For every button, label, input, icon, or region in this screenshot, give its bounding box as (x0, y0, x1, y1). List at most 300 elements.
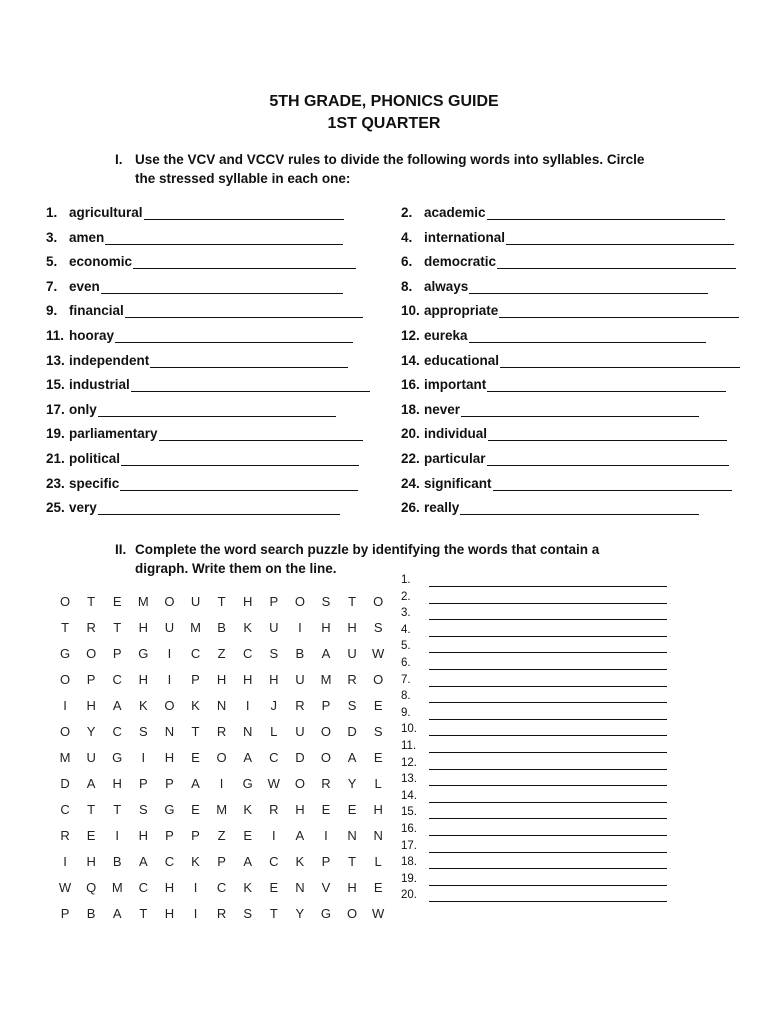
answer-blank-line[interactable] (98, 402, 336, 417)
answer-blank-line[interactable] (429, 794, 667, 803)
grid-letter[interactable]: H (321, 620, 331, 635)
word-item (46, 353, 391, 373)
answer-blank-line[interactable] (150, 353, 348, 368)
word-text: never (424, 401, 461, 417)
grid-letter[interactable]: U (190, 594, 201, 609)
grid-letter[interactable]: S (243, 906, 253, 921)
grid-letter[interactable]: A (138, 854, 148, 869)
grid-letter[interactable]: O (347, 906, 358, 921)
grid-letter[interactable]: V (321, 880, 331, 895)
grid-letter[interactable]: U (164, 620, 175, 635)
grid-letter[interactable]: Y (347, 776, 357, 791)
grid-row (52, 646, 391, 672)
word-text: really (424, 500, 460, 516)
grid-letter[interactable]: I (193, 906, 198, 921)
grid-letter[interactable]: H (164, 906, 175, 921)
grid-letter[interactable]: O (59, 672, 71, 687)
grid-row (52, 776, 391, 802)
grid-letter[interactable]: A (243, 750, 253, 765)
grid-letter[interactable]: K (138, 698, 148, 713)
grid-letter[interactable]: H (243, 594, 253, 609)
answer-blank-line[interactable] (101, 279, 343, 294)
word-text: important (424, 377, 487, 393)
answer-blank-line[interactable] (429, 827, 667, 836)
grid-letter[interactable]: E (373, 698, 383, 713)
grid-letter[interactable]: E (243, 828, 253, 843)
grid-letter[interactable]: H (86, 854, 96, 869)
answer-blank-line[interactable] (429, 860, 667, 869)
grid-letter[interactable]: E (347, 802, 357, 817)
answer-blank-line[interactable] (120, 476, 358, 491)
answer-blank-line[interactable] (429, 761, 667, 770)
word-text: economic (69, 254, 133, 270)
answer-blank-line[interactable] (469, 328, 706, 343)
grid-letter[interactable]: P (321, 698, 331, 713)
grid-letter[interactable]: O (164, 594, 175, 609)
grid-letter[interactable]: C (243, 646, 253, 661)
grid-letter[interactable]: E (269, 880, 279, 895)
grid-letter[interactable]: O (320, 724, 332, 739)
grid-letter[interactable]: H (347, 880, 357, 895)
grid-letter[interactable]: H (243, 672, 253, 687)
word-text: very (69, 500, 97, 516)
grid-letter[interactable]: A (112, 698, 122, 713)
grid-letter[interactable]: Y (86, 724, 96, 739)
word-number: 3. (46, 229, 58, 245)
word-text: individual (424, 426, 488, 442)
grid-letter[interactable]: E (373, 750, 383, 765)
grid-letter[interactable]: I (63, 698, 67, 713)
answer-number: 10. (401, 723, 417, 736)
section-1-numeral: I. (115, 152, 123, 167)
grid-letter[interactable]: K (191, 854, 200, 869)
grid-letter[interactable]: T (113, 802, 122, 817)
answer-blank-line[interactable] (429, 661, 667, 670)
grid-row (52, 828, 391, 854)
grid-letter[interactable]: M (190, 620, 201, 635)
grid-letter[interactable]: W (58, 880, 72, 895)
word-item (46, 377, 391, 397)
answer-blank-line[interactable] (131, 377, 370, 392)
grid-row (52, 750, 391, 776)
grid-letter[interactable]: I (219, 776, 224, 791)
answer-blank-line[interactable] (469, 279, 708, 294)
grid-letter[interactable]: I (167, 672, 172, 687)
grid-letter[interactable]: T (87, 802, 96, 817)
answer-blank-line[interactable] (460, 500, 699, 515)
grid-letter[interactable]: H (164, 880, 175, 895)
grid-letter[interactable]: C (216, 880, 227, 895)
answer-blank-line[interactable] (497, 254, 736, 269)
grid-letter[interactable]: H (216, 672, 227, 687)
grid-letter[interactable]: I (245, 698, 250, 713)
answer-blank-line[interactable] (429, 628, 667, 637)
answer-blank-line[interactable] (487, 377, 726, 392)
word-search-grid (52, 594, 391, 932)
grid-letter[interactable]: E (191, 750, 200, 765)
answer-blank-line[interactable] (429, 810, 667, 819)
grid-letter[interactable]: A (295, 828, 305, 843)
answer-blank-line[interactable] (429, 844, 667, 853)
answer-blank-line[interactable] (500, 353, 740, 368)
word-text: appropriate (424, 303, 499, 319)
grid-letter[interactable]: N (347, 828, 357, 843)
grid-letter[interactable]: U (347, 646, 357, 661)
grid-letter[interactable]: M (111, 880, 123, 895)
answer-blank-line[interactable] (506, 230, 734, 245)
grid-letter[interactable]: H (347, 620, 357, 635)
answer-number: 19. (401, 872, 417, 885)
answer-number: 20. (401, 889, 417, 902)
answer-blank-line[interactable] (429, 744, 667, 753)
word-number: 10. (401, 303, 420, 319)
answer-blank-line[interactable] (487, 205, 725, 220)
answer-blank-line[interactable] (125, 303, 363, 318)
grid-letter[interactable]: U (295, 724, 305, 739)
answer-blank-line[interactable] (429, 578, 667, 587)
answer-blank-line[interactable] (121, 451, 359, 466)
grid-letter[interactable]: B (295, 646, 305, 661)
grid-letter[interactable]: M (216, 802, 228, 817)
grid-letter[interactable]: T (269, 906, 278, 921)
grid-letter[interactable]: R (86, 620, 96, 635)
word-item (46, 328, 391, 348)
answer-number: 7. (401, 673, 411, 686)
grid-letter[interactable]: U (86, 750, 96, 765)
grid-letter[interactable]: M (59, 750, 71, 765)
grid-letter[interactable]: N (373, 828, 383, 843)
grid-letter[interactable]: S (347, 698, 357, 713)
grid-letter[interactable]: H (138, 672, 149, 687)
grid-letter[interactable]: K (243, 620, 253, 635)
word-text: always (424, 278, 469, 294)
grid-letter[interactable]: Y (295, 906, 305, 921)
grid-row (52, 724, 391, 750)
word-number: 19. (46, 426, 65, 442)
grid-letter[interactable]: P (60, 906, 70, 921)
grid-letter[interactable]: M (137, 594, 149, 609)
grid-letter[interactable]: A (112, 906, 122, 921)
word-text: financial (69, 303, 124, 319)
answer-blank-line[interactable] (429, 611, 667, 620)
word-text: agricultural (69, 205, 143, 220)
answer-blank-line[interactable] (429, 711, 667, 720)
grid-letter[interactable]: P (191, 672, 200, 687)
answer-blank-line[interactable] (429, 644, 667, 653)
grid-letter[interactable]: O (59, 594, 71, 609)
grid-letter[interactable]: G (59, 646, 71, 661)
grid-letter[interactable]: H (138, 828, 149, 843)
grid-letter[interactable]: I (141, 750, 146, 765)
grid-letter[interactable]: B (86, 906, 96, 921)
grid-letter[interactable]: R (295, 698, 305, 713)
word-number: 1. (46, 205, 58, 220)
section-2-numeral: II. (115, 542, 127, 557)
grid-letter[interactable]: Z (217, 828, 226, 843)
grid-letter[interactable]: O (294, 776, 305, 791)
answer-blank-line[interactable] (429, 694, 667, 703)
word-text: independent (69, 352, 150, 368)
answer-blank-line[interactable] (493, 476, 732, 491)
section-2-instructions (115, 540, 735, 580)
page-title: 5TH GRADE, PHONICS GUIDE (269, 93, 499, 110)
grid-letter[interactable]: A (191, 776, 200, 791)
grid-letter[interactable]: P (165, 828, 174, 843)
answer-blank-line[interactable] (133, 254, 356, 269)
answer-blank-line[interactable] (429, 877, 667, 886)
grid-letter[interactable]: P (165, 776, 174, 791)
grid-letter[interactable]: T (113, 620, 122, 635)
word-number: 22. (401, 451, 420, 466)
grid-letter[interactable]: H (86, 698, 96, 713)
grid-letter[interactable]: L (374, 854, 382, 869)
grid-letter[interactable]: L (374, 776, 382, 791)
grid-letter[interactable]: S (321, 594, 331, 609)
grid-letter[interactable]: C (138, 880, 149, 895)
word-item (401, 279, 746, 299)
grid-letter[interactable]: P (217, 854, 226, 869)
word-item (46, 451, 391, 471)
word-number: 21. (46, 451, 65, 466)
word-number: 4. (401, 229, 413, 245)
answer-number: 5. (401, 640, 411, 653)
word-item (46, 205, 391, 225)
grid-letter[interactable]: C (269, 750, 279, 765)
grid-letter[interactable]: K (243, 880, 253, 895)
grid-letter[interactable]: R (347, 672, 357, 687)
grid-letter[interactable]: T (139, 906, 148, 921)
grid-letter[interactable]: H (269, 672, 279, 687)
word-number: 23. (46, 475, 65, 491)
grid-letter[interactable]: E (112, 594, 122, 609)
word-number: 16. (401, 377, 420, 393)
grid-letter[interactable]: I (271, 828, 276, 843)
word-text: educational (424, 352, 500, 368)
grid-letter[interactable]: R (216, 906, 227, 921)
grid-letter[interactable]: R (60, 828, 70, 843)
word-number: 11. (46, 328, 65, 343)
grid-letter[interactable]: A (347, 750, 357, 765)
answer-number: 1. (401, 574, 411, 586)
grid-letter[interactable]: T (217, 594, 226, 609)
section-2-line-2: digraph. Write them on the line. (135, 561, 337, 576)
grid-letter[interactable]: R (216, 724, 227, 739)
word-text: academic (424, 205, 486, 220)
grid-letter[interactable]: N (243, 724, 253, 739)
grid-letter[interactable]: B (112, 854, 122, 869)
grid-letter[interactable]: Z (217, 646, 226, 661)
grid-letter[interactable]: P (112, 646, 122, 661)
grid-letter[interactable]: H (138, 620, 149, 635)
grid-letter[interactable]: I (324, 828, 328, 843)
grid-letter[interactable]: A (243, 854, 253, 869)
grid-row (52, 672, 391, 698)
grid-letter[interactable]: O (86, 646, 97, 661)
grid-row (52, 906, 391, 932)
word-number: 8. (401, 278, 413, 294)
word-number: 15. (46, 377, 65, 393)
answer-blank-line[interactable] (115, 328, 353, 343)
grid-letter[interactable]: C (164, 854, 175, 869)
grid-letter[interactable]: N (295, 880, 305, 895)
word-item (46, 230, 391, 250)
grid-letter[interactable]: S (138, 724, 148, 739)
answer-blank-line[interactable] (98, 500, 340, 515)
word-text: democratic (424, 254, 497, 270)
word-item (401, 303, 746, 323)
grid-letter[interactable]: I (115, 828, 120, 843)
grid-letter[interactable]: S (373, 620, 383, 635)
grid-letter[interactable]: N (164, 724, 175, 739)
grid-letter[interactable]: O (320, 750, 332, 765)
answer-blank-line[interactable] (499, 303, 739, 318)
grid-letter[interactable]: G (164, 802, 175, 817)
grid-letter[interactable]: P (138, 776, 148, 791)
answer-blank-line[interactable] (159, 426, 363, 441)
grid-letter[interactable]: C (190, 646, 201, 661)
grid-letter[interactable]: E (373, 880, 383, 895)
grid-letter[interactable]: A (321, 646, 331, 661)
grid-letter[interactable]: U (269, 620, 279, 635)
grid-letter[interactable]: I (63, 854, 67, 869)
grid-letter[interactable]: T (348, 594, 357, 609)
grid-letter[interactable]: O (164, 698, 175, 713)
word-text: only (69, 401, 97, 417)
grid-row (52, 802, 391, 828)
answer-blank-line[interactable] (429, 727, 667, 736)
grid-letter[interactable]: T (61, 620, 70, 635)
answer-number: 6. (401, 657, 411, 669)
grid-letter[interactable]: I (298, 620, 302, 635)
answer-blank-line[interactable] (487, 451, 729, 466)
grid-letter[interactable]: P (321, 854, 331, 869)
grid-letter[interactable]: B (217, 620, 226, 635)
answer-blank-line[interactable] (488, 426, 727, 441)
grid-letter[interactable]: J (270, 698, 278, 713)
word-item (401, 328, 746, 348)
grid-letter[interactable]: G (242, 776, 253, 791)
grid-letter[interactable]: O (294, 594, 305, 609)
grid-letter[interactable]: O (216, 750, 227, 765)
grid-letter[interactable]: N (216, 698, 227, 713)
word-number: 9. (46, 303, 58, 319)
grid-letter[interactable]: H (295, 802, 305, 817)
grid-letter[interactable]: G (320, 906, 332, 921)
word-number: 2. (401, 205, 413, 220)
grid-letter[interactable]: U (295, 672, 305, 687)
grid-letter[interactable]: P (269, 594, 279, 609)
grid-letter[interactable]: R (321, 776, 331, 791)
grid-letter[interactable]: P (191, 828, 200, 843)
grid-letter[interactable]: L (270, 724, 278, 739)
word-text: political (69, 451, 121, 466)
grid-letter[interactable]: R (269, 802, 279, 817)
word-number: 13. (46, 352, 65, 368)
word-text: hooray (69, 328, 115, 343)
word-text: parliamentary (69, 426, 158, 442)
grid-letter[interactable]: S (138, 802, 148, 817)
grid-letter[interactable]: S (373, 724, 383, 739)
word-number: 18. (401, 401, 420, 417)
word-number: 14. (401, 352, 420, 368)
word-item (401, 230, 746, 250)
answer-blank-line[interactable] (429, 595, 667, 604)
grid-row (52, 594, 391, 620)
grid-letter[interactable]: K (295, 854, 305, 869)
answer-blank-line[interactable] (429, 893, 667, 902)
word-number: 24. (401, 475, 420, 491)
section-1-line-2: the stressed syllable in each one: (135, 171, 351, 186)
grid-letter[interactable]: H (112, 776, 122, 791)
grid-letter[interactable]: I (167, 646, 172, 661)
grid-letter[interactable]: E (321, 802, 331, 817)
grid-letter[interactable]: C (60, 802, 70, 817)
answer-blank-line[interactable] (105, 230, 343, 245)
answer-number: 9. (401, 706, 411, 719)
grid-letter[interactable]: E (191, 802, 200, 817)
word-number: 26. (401, 500, 420, 516)
answer-blank-line[interactable] (429, 777, 667, 786)
grid-letter[interactable]: D (295, 750, 305, 765)
grid-row (52, 620, 391, 646)
grid-letter[interactable]: C (112, 672, 122, 687)
grid-letter[interactable]: W (372, 646, 385, 661)
word-number: 20. (401, 426, 420, 442)
grid-letter[interactable]: W (372, 906, 385, 921)
grid-letter[interactable]: G (112, 750, 123, 765)
grid-letter[interactable]: T (348, 854, 357, 869)
section-2-line-1: Complete the word search puzzle by identifying the words that contain a (135, 542, 600, 557)
grid-letter[interactable]: G (138, 646, 149, 661)
grid-letter[interactable]: O (373, 594, 384, 609)
grid-letter[interactable]: T (191, 724, 200, 739)
grid-letter[interactable]: K (191, 698, 200, 713)
grid-letter[interactable]: E (86, 828, 96, 843)
grid-letter[interactable]: O (373, 672, 384, 687)
word-text: significant (424, 475, 492, 491)
grid-letter[interactable]: A (86, 776, 96, 791)
grid-letter[interactable]: K (243, 802, 253, 817)
word-item (401, 402, 746, 422)
grid-letter[interactable]: D (60, 776, 70, 791)
section-1-instructions (115, 150, 735, 190)
grid-letter[interactable]: T (87, 594, 96, 609)
answer-blank-line[interactable] (144, 205, 344, 220)
word-item (401, 451, 746, 471)
grid-letter[interactable]: M (320, 672, 332, 687)
grid-letter[interactable]: P (86, 672, 96, 687)
word-text: industrial (69, 377, 130, 393)
word-item (401, 254, 746, 274)
grid-letter[interactable]: D (347, 724, 357, 739)
answer-blank-line[interactable] (461, 402, 699, 417)
grid-letter[interactable]: Q (86, 880, 97, 895)
grid-letter[interactable]: C (269, 854, 279, 869)
answer-blank-line[interactable] (429, 678, 667, 687)
grid-letter[interactable]: I (193, 880, 198, 895)
answer-number: 14. (401, 789, 417, 802)
grid-letter[interactable]: W (267, 776, 280, 791)
word-number: 5. (46, 254, 58, 270)
word-item (46, 279, 391, 299)
grid-row (52, 698, 391, 724)
grid-letter[interactable]: H (373, 802, 383, 817)
grid-letter[interactable]: O (59, 724, 71, 739)
grid-letter[interactable]: H (164, 750, 175, 765)
grid-letter[interactable]: C (112, 724, 122, 739)
word-item (46, 254, 391, 274)
grid-letter[interactable]: S (269, 646, 279, 661)
